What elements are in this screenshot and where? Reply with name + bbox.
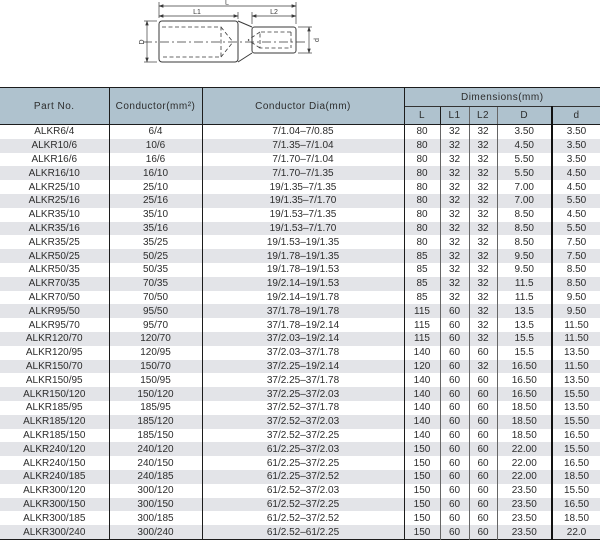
table-row [0,442,600,456]
table-cell: 32 [440,277,469,291]
table-cell: 85 [404,277,440,291]
table-cell: ALKR240/120 [0,442,109,456]
table-cell: 32 [440,180,469,194]
table-cell: ALKR185/150 [0,429,109,443]
table-cell: ALKR35/16 [0,222,109,236]
table-row [0,346,600,360]
table-cell: 60 [440,387,469,401]
table-cell: 240/185 [109,470,202,484]
column-header-part-no: Part No. [0,88,109,125]
table-cell: ALKR50/35 [0,263,109,277]
table-cell: ALKR35/10 [0,208,109,222]
table-cell: 18.50 [497,415,552,429]
table-cell: 32 [469,235,497,249]
table-cell: 5.50 [497,153,552,167]
table-cell: 19/2.14–19/1.78 [202,291,404,305]
table-cell: 5.50 [566,195,587,207]
table-cell: 32 [440,263,469,277]
table-row [0,511,600,525]
table-row [0,166,600,180]
table-cell: 37/2.25–37/1.78 [202,373,404,387]
table-cell: 60 [440,318,469,332]
table-cell: 32 [469,304,497,318]
table-cell: 11.50 [564,333,589,345]
table-cell: 95/70 [109,318,202,332]
table-cell: 80 [404,125,440,139]
table-cell: ALKR10/6 [0,139,109,153]
taper-top [238,21,252,27]
table-cell: 7.50 [566,250,587,262]
table-cell: 19/2.14–19/1.53 [202,277,404,291]
table-cell: 60 [469,484,497,498]
table-cell: 19/1.78–19/1.35 [202,249,404,263]
table-cell: 3.50 [566,126,587,138]
table-cell: 61/2.25–37/2.03 [202,442,404,456]
table-row [0,208,600,222]
table-cell: 300/240 [109,525,202,539]
table-cell: 60 [469,346,497,360]
table-cell: ALKR50/25 [0,249,109,263]
table-cell: 185/150 [109,429,202,443]
table-cell: ALKR185/95 [0,401,109,415]
table-cell: 185/120 [109,415,202,429]
table-cell: 9.50 [497,263,552,277]
table-cell: 35/25 [109,235,202,249]
table-cell: 13.5 [497,318,552,332]
table-cell: 8.50 [497,208,552,222]
table-cell: 7/1.04–7/0.85 [202,125,404,139]
small-barrel-outline [252,27,296,53]
table-cell: 60 [440,498,469,512]
table-cell: 240/150 [109,456,202,470]
table-cell: 18.50 [563,512,590,524]
table-cell: ALKR300/240 [0,525,109,539]
small-bore-hidden-line [260,32,291,48]
table-cell: 120/95 [109,346,202,360]
table-cell: 150 [404,511,440,525]
table-cell: 16.50 [497,373,552,387]
table-cell: 32 [469,125,497,139]
table-cell: 61/2.52–37/2.03 [202,484,404,498]
table-cell: 85 [404,291,440,305]
table-cell: 15.5 [497,346,552,360]
table-cell: 9.50 [566,291,587,303]
table-cell: 32 [469,153,497,167]
table-cell: ALKR185/120 [0,415,109,429]
table-row [0,304,600,318]
column-header-L1: L1 [440,107,469,125]
table-cell: 60 [469,511,497,525]
table-cell: 32 [469,222,497,236]
small-bore-cone-bottom [248,40,260,48]
table-cell: ALKR16/6 [0,153,109,167]
table-cell: 3.50 [566,140,587,152]
table-cell: 16/6 [109,153,202,167]
table-cell: 18.50 [563,471,590,483]
table-cell: 8.50 [566,278,587,290]
table-cell: 18.50 [497,401,552,415]
table-cell: 15.50 [563,416,590,428]
table-cell: 3.50 [566,153,587,165]
table-cell: 60 [469,498,497,512]
table-cell: 15.5 [497,332,552,346]
table-cell: 80 [404,235,440,249]
table-cell: 7/1.35–7/1.04 [202,139,404,153]
table-cell: 60 [440,470,469,484]
table-cell: 61/2.25–37/2.52 [202,470,404,484]
table-cell: ALKR16/10 [0,166,109,180]
table-cell: 32 [469,166,497,180]
table-cell: 18.50 [497,429,552,443]
table-cell: 8.50 [497,222,552,236]
table-cell: 150 [404,525,440,539]
table-cell: ALKR300/185 [0,511,109,525]
dimension-label-L: L [225,0,229,7]
table-row [0,360,600,374]
table-row [0,291,600,305]
table-cell: 60 [440,525,469,539]
column-header-d: d [552,107,600,125]
table-cell: 23.50 [497,511,552,525]
table-cell: 7.00 [497,180,552,194]
table-cell: ALKR240/185 [0,470,109,484]
large-bore-cone-top [221,27,233,42]
table-cell: 60 [440,360,469,374]
table-cell: ALKR300/120 [0,484,109,498]
table-cell: 60 [469,415,497,429]
table-cell: 32 [440,291,469,305]
table-row [0,498,600,512]
table-cell: 5.50 [566,222,587,234]
table-cell: 11.5 [497,291,552,305]
table-cell: ALKR35/25 [0,235,109,249]
table-row [0,429,600,443]
table-cell: 37/2.03–37/1.78 [202,346,404,360]
table-cell: 16.50 [497,360,552,374]
table-cell: 32 [469,194,497,208]
table-cell: ALKR300/150 [0,498,109,512]
table-cell: 60 [440,373,469,387]
table-row [0,470,600,484]
table-cell: 22.0 [566,526,587,538]
table-cell: 10/6 [109,139,202,153]
table-cell: 32 [469,208,497,222]
table-cell: 150/120 [109,387,202,401]
table-cell: 32 [440,139,469,153]
taper-bottom [238,53,252,62]
table-row [0,180,600,194]
table-cell: 32 [440,208,469,222]
table-cell: 13.50 [563,402,590,414]
table-cell: 80 [404,139,440,153]
table-cell: 5.50 [497,166,552,180]
table-cell: 37/2.52–37/2.25 [202,429,404,443]
table-cell: 80 [404,208,440,222]
table-cell: 150/95 [109,373,202,387]
table-cell: 32 [440,222,469,236]
table-cell: ALKR95/70 [0,318,109,332]
table-cell: 150 [404,498,440,512]
dimension-label-L1: L1 [193,9,201,16]
table-cell: 60 [469,387,497,401]
table-cell: 140 [404,415,440,429]
table-cell: 25/10 [109,180,202,194]
dimension-label-L2: L2 [270,9,278,16]
table-cell: ALKR70/35 [0,277,109,291]
table-cell: 60 [440,415,469,429]
table-cell: 4.50 [497,139,552,153]
table-cell: 32 [469,360,497,374]
table-cell: 115 [404,318,440,332]
table-cell: 4.50 [566,209,587,221]
table-cell: 16.50 [563,498,590,510]
table-cell: 23.50 [497,498,552,512]
table-cell: 19/1.78–19/1.53 [202,263,404,277]
table-cell: 8.50 [566,264,587,276]
table-cell: 25/16 [109,194,202,208]
column-header-D: D [497,107,552,125]
table-cell: 60 [469,470,497,484]
table-cell: ALKR25/10 [0,180,109,194]
table-cell: 60 [440,346,469,360]
table-cell: 85 [404,249,440,263]
table-row [0,401,600,415]
table-cell: ALKR6/4 [0,125,109,139]
table-cell: 300/120 [109,484,202,498]
table-cell: 22.00 [497,442,552,456]
table-cell: 60 [440,304,469,318]
table-cell: 50/35 [109,263,202,277]
table-cell: 11.50 [564,360,589,372]
table-row [0,125,600,139]
table-cell: ALKR95/50 [0,304,109,318]
table-cell: 60 [469,442,497,456]
table-cell: 61/2.52–61/2.25 [202,525,404,539]
table-cell: 80 [404,222,440,236]
table-cell: 22.00 [497,456,552,470]
column-header-conductor: Conductor(mm²) [109,88,202,125]
dimension-label-D: D [139,39,146,45]
table-cell: 60 [469,429,497,443]
table-cell: 32 [469,249,497,263]
table-row [0,277,600,291]
table-cell: 7.00 [497,194,552,208]
table-cell: 15.50 [563,443,590,455]
table-cell: ALKR150/120 [0,387,109,401]
table-header [0,88,600,125]
table-cell: 4.50 [566,181,587,193]
table-cell: 35/16 [109,222,202,236]
table-row [0,415,600,429]
table-cell: 6/4 [109,125,202,139]
table-cell: 15.50 [563,485,590,497]
table-cell: 140 [404,401,440,415]
table-cell: 60 [440,456,469,470]
table-cell: 60 [440,484,469,498]
table-cell: 80 [404,166,440,180]
table-cell: 60 [469,373,497,387]
table-cell: 120/70 [109,332,202,346]
table-cell: 70/50 [109,291,202,305]
table-cell: 37/2.25–37/2.03 [202,387,404,401]
table-cell: 37/1.78–19/1.78 [202,304,404,318]
table-cell: ALKR120/95 [0,346,109,360]
table-cell: 32 [440,166,469,180]
table-cell: 50/25 [109,249,202,263]
table-cell: 150 [404,456,440,470]
column-header-L: L [404,107,440,125]
table-cell: 19/1.53–7/1.70 [202,222,404,236]
table-row [0,373,600,387]
table-cell: 32 [440,153,469,167]
table-row [0,332,600,346]
table-cell: 3.50 [497,125,552,139]
table-cell: 32 [440,235,469,249]
table-cell: 7/1.70–7/1.35 [202,166,404,180]
table-cell: 32 [469,139,497,153]
table-cell: 7/1.70–7/1.04 [202,153,404,167]
table-cell: 61/2.52–37/2.25 [202,498,404,512]
table-cell: 9.50 [497,249,552,263]
column-header-L2: L2 [469,107,497,125]
table-cell: 19/1.35–7/1.70 [202,194,404,208]
table-cell: 32 [469,180,497,194]
table-cell: ALKR150/95 [0,373,109,387]
table-row [0,456,600,470]
table-cell: 60 [440,332,469,346]
table-cell: 23.50 [497,484,552,498]
table-cell: 37/2.03–19/2.14 [202,332,404,346]
table-cell: 150 [404,442,440,456]
table-row [0,249,600,263]
table-cell: 80 [404,180,440,194]
table-cell: 19/1.53–19/1.35 [202,235,404,249]
table-cell: 185/95 [109,401,202,415]
table-cell: 11.5 [497,277,552,291]
table-cell: 35/10 [109,208,202,222]
specification-table [0,87,600,540]
table-cell: 240/120 [109,442,202,456]
table-cell: 16.50 [563,429,590,441]
table-cell: 300/185 [109,511,202,525]
table-cell: 140 [404,373,440,387]
table-cell: 32 [440,194,469,208]
table-cell: 4.50 [566,167,587,179]
table-cell: 140 [404,429,440,443]
table-cell: 60 [440,429,469,443]
table-cell: ALKR120/70 [0,332,109,346]
table-cell: ALKR150/70 [0,360,109,374]
table-cell: 19/1.53–7/1.35 [202,208,404,222]
table-cell: 61/2.52–37/2.52 [202,511,404,525]
table-cell: 60 [440,442,469,456]
table-cell: 16/10 [109,166,202,180]
table-cell: 32 [469,263,497,277]
table-row [0,318,600,332]
table-cell: 140 [404,346,440,360]
table-cell: 8.50 [497,235,552,249]
table-cell: 60 [440,511,469,525]
table-cell: 120 [404,360,440,374]
table-cell: 32 [469,332,497,346]
column-header-dimensions: Dimensions(mm) [404,88,600,107]
table-cell: 115 [404,332,440,346]
table-cell: 37/1.78–19/2.14 [202,318,404,332]
table-row [0,222,600,236]
table-row [0,153,600,167]
table-cell: 150 [404,484,440,498]
table-cell: 70/35 [109,277,202,291]
table-cell: 7.50 [566,236,587,248]
table-cell: ALKR240/150 [0,456,109,470]
table-cell: 80 [404,194,440,208]
table-cell: 85 [404,263,440,277]
table-cell: 19/1.35–7/1.35 [202,180,404,194]
table-cell: ALKR25/16 [0,194,109,208]
table-row [0,387,600,401]
connector-technical-drawing [0,0,600,87]
table-cell: 300/150 [109,498,202,512]
table-cell: 60 [440,401,469,415]
table-cell: 32 [440,125,469,139]
table-cell: 150/70 [109,360,202,374]
connector-drawing-svg [133,0,333,85]
table-row [0,139,600,153]
table-row [0,194,600,208]
table-cell: 115 [404,304,440,318]
large-bore-cone-bottom [221,42,233,57]
table-row [0,235,600,249]
dimension-label-d: d [314,38,321,42]
table-cell: 16.50 [563,457,590,469]
table-row [0,484,600,498]
table-cell: 9.50 [566,305,587,317]
table-cell: 11.50 [564,319,589,331]
column-header-conductor-dia: Conductor Dia(mm) [202,88,404,125]
small-bore-cone-top [248,32,260,40]
table-cell: 61/2.25–37/2.25 [202,456,404,470]
table-cell: 13.50 [563,374,590,386]
table-cell: 60 [469,525,497,539]
table-cell: ALKR70/50 [0,291,109,305]
table-cell: 15.50 [563,388,590,400]
table-cell: 13.5 [497,304,552,318]
table-cell: 150 [404,470,440,484]
table-cell: 140 [404,387,440,401]
table-row [0,525,600,539]
table-row [0,263,600,277]
table-cell: 95/50 [109,304,202,318]
table-cell: 32 [469,277,497,291]
table-cell: 32 [469,318,497,332]
table-cell: 37/2.52–37/1.78 [202,401,404,415]
table-cell: 22.00 [497,470,552,484]
table-cell: 37/2.25–19/2.14 [202,360,404,374]
spec-table-body [0,125,600,540]
table-cell: 60 [469,456,497,470]
table-cell: 32 [440,249,469,263]
table-cell: 80 [404,153,440,167]
table-cell: 16.50 [497,387,552,401]
table-cell: 23.50 [497,525,552,539]
table-cell: 32 [469,291,497,305]
table-cell: 37/2.52–37/2.03 [202,415,404,429]
table-cell: 60 [469,401,497,415]
table-cell: 13.50 [563,347,590,359]
